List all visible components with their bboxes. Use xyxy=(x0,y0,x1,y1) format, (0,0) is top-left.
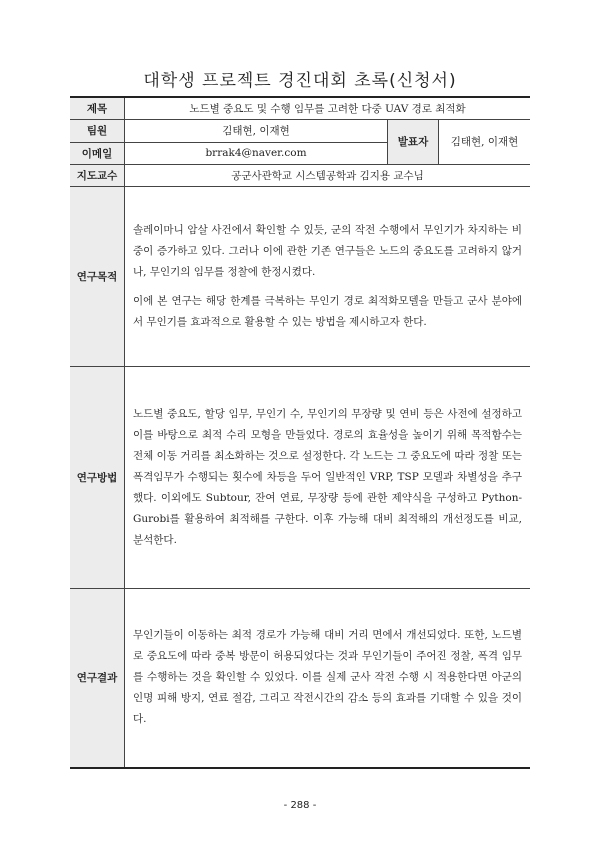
value-title: 노드별 중요도 및 수행 임무를 고려한 다중 UAV 경로 최적화 xyxy=(125,97,531,119)
value-email: brrak4@naver.com xyxy=(125,142,388,164)
value-advisor: 공군사관학교 시스템공학과 김지용 교수님 xyxy=(125,164,531,186)
label-advisor: 지도교수 xyxy=(70,164,125,186)
method-paragraph: 노드별 중요도, 할당 임무, 무인기 수, 무인기의 무장량 및 연비 등은 사전에 설정하고 이를 바탕으로 최적 수리 모형을 만들었다. 경로의 효율성을 높이기 위해 목적함수는 전체 이동 거리를 최소화하는 것으로 설정한다. 각 노드는 그 중요도에 따라 정찰 또는 폭격임무가 수행되는 횟수에 차등을 두어 일반적인 VRP, TSP 모델과 차별성을 추구했다. 이외에도 Subtour, 잔여 연료, 무장량 등에 관한 제약식을 구성하고 Python-Gurobi를 활용하여 최적해를 구한다. 이후 가능해 대비 최적해의 개선정도를 비교, 분석한다. xyxy=(133,407,522,546)
section-purpose xyxy=(125,186,531,366)
label-method: 연구방법 xyxy=(70,366,125,588)
label-email: 이메일 xyxy=(70,142,125,164)
result-paragraph: 무인기들이 이동하는 최적 경로가 가능해 대비 거리 면에서 개선되었다. 또한, 노드별로 중요도에 따라 중복 방문이 허용되었다는 것과 무인기들이 주어진 정찰, 폭격 임무를 수행하는 것을 확인할 수 있었다. 이를 실제 군사 작전 수행 시 적용한다면 아군의 인명 피해 방지, 연료 절감, 그리고 작전시간의 감소 등의 효과를 기대할 수 있을 것이다. xyxy=(133,629,522,726)
row-title xyxy=(70,97,530,119)
document-title: 대학생 프로젝트 경진대회 초록(신청서) xyxy=(143,71,457,91)
label-team: 팀원 xyxy=(70,119,125,142)
row-purpose xyxy=(70,186,530,366)
label-purpose: 연구목적 xyxy=(70,186,125,366)
row-result xyxy=(70,588,530,768)
row-team xyxy=(70,119,530,142)
purpose-paragraph: 솔레이마니 암살 사건에서 확인할 수 있듯, 군의 작전 수행에서 무인기가 차지하는 비중이 증가하고 있다. 그러나 이에 관한 기존 연구들은 노드의 중요도를 고려하지 않거나, 무인기의 임무를 정찰에 한정시켰다. xyxy=(133,223,522,278)
label-result: 연구결과 xyxy=(70,588,125,768)
page-number: - 288 - xyxy=(283,800,317,811)
label-title: 제목 xyxy=(70,97,125,119)
purpose-paragraph: 이에 본 연구는 해당 한계를 극복하는 무인기 경로 최적화모델을 만들고 군사 분야에서 무인기를 효과적으로 활용할 수 있는 방법을 제시하고자 한다. xyxy=(133,294,522,328)
section-method xyxy=(125,366,531,588)
value-team: 김태현, 이재현 xyxy=(125,119,388,142)
label-presenter: 발표자 xyxy=(388,119,439,164)
value-presenter: 김태현, 이재현 xyxy=(439,119,531,164)
section-result xyxy=(125,588,531,768)
row-method xyxy=(70,366,530,588)
abstract-form-table xyxy=(70,96,530,769)
row-advisor xyxy=(70,164,530,186)
